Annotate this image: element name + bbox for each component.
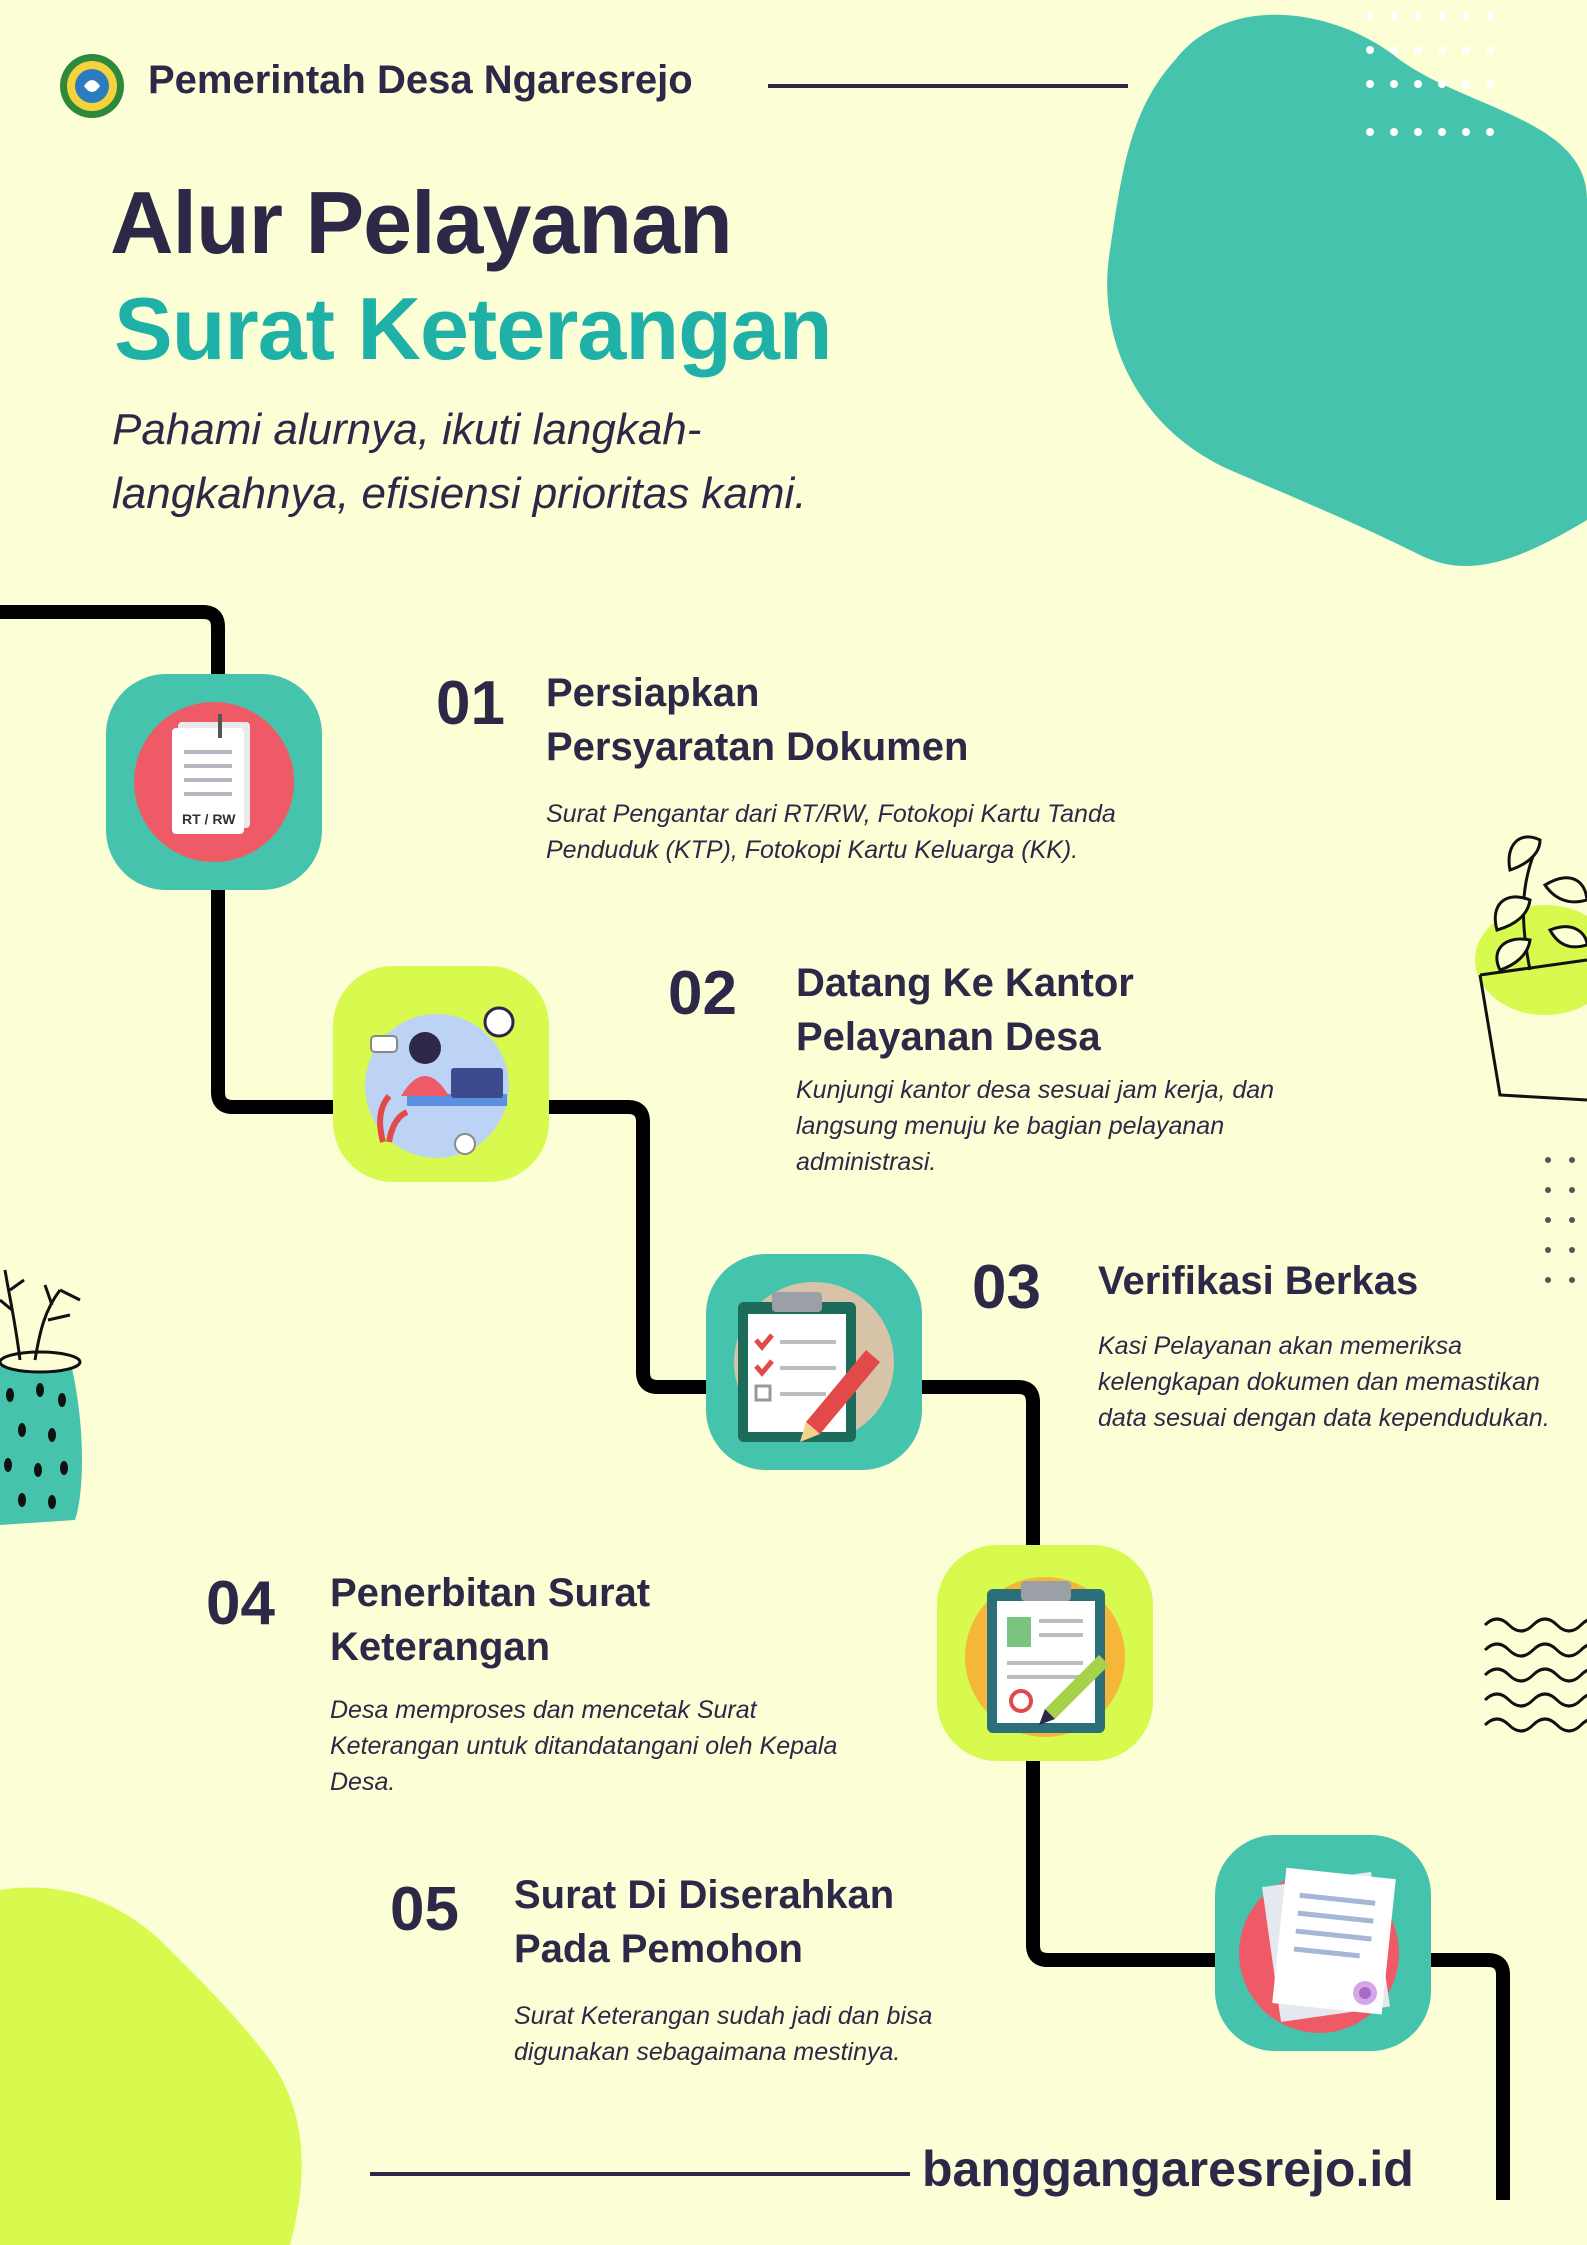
village-emblem-logo <box>58 52 126 120</box>
checklist-clipboard-icon <box>706 1254 922 1470</box>
step1-title-line2: Persyaratan Dokumen <box>546 725 969 769</box>
step5-icon-box <box>1215 1835 1431 2051</box>
page-subtitle: Pahami alurnya, ikuti langkah-langkahnya, efisiensi prioritas kami. <box>112 405 807 518</box>
dot-column-decoration <box>1545 1157 1575 1283</box>
step4-number: 04 <box>206 1569 275 1638</box>
step2-description: Kunjungi kantor desa sesuai jam kerja, dan langsung menuju ke bagian pelayanan administrasi. <box>796 1076 1275 1176</box>
step1-description: Surat Pengantar dari RT/RW, Fotokopi Kartu Tanda Penduduk (KTP), Fotokopi Kartu Keluarga (KK). <box>546 800 1116 864</box>
step2-title-line2: Pelayanan Desa <box>796 1015 1101 1059</box>
step2-number: 02 <box>668 959 737 1028</box>
step5-title-line1: Surat Di Diserahkan <box>514 1873 895 1917</box>
organization-name: Pemerintah Desa Ngaresrejo <box>148 58 693 102</box>
step1-title-line1: Persiapkan <box>546 671 760 715</box>
footer-website-link[interactable]: banggangaresrejo.id <box>922 2141 1414 2197</box>
step3-title <box>1098 1254 1418 1308</box>
document-icon <box>106 674 322 890</box>
potted-plant-decoration <box>1475 837 1587 1100</box>
step2-title-line1: Datang Ke Kantor <box>796 961 1134 1005</box>
step4-icon-box <box>937 1545 1153 1761</box>
step4-title-line2: Keterangan <box>330 1625 551 1669</box>
step5-title-line2: Pada Pemohon <box>514 1927 803 1971</box>
step5-description: Surat Keterangan sudah jadi dan bisa digunakan sebagaimana mestinya. <box>514 2002 933 2066</box>
certificate-icon <box>1215 1835 1431 2051</box>
step4-title <box>330 1566 650 1674</box>
step5-number: 05 <box>390 1875 459 1944</box>
clipboard-sign-icon <box>937 1545 1153 1761</box>
page-title-line2: Surat Keterangan <box>114 279 832 378</box>
step1-number: 01 <box>436 669 505 738</box>
rt-rw-label: RT / RW <box>182 811 236 827</box>
step4-title-line1: Penerbitan Surat <box>330 1571 651 1615</box>
step2-title <box>796 956 1134 1064</box>
step5-title <box>514 1868 894 1976</box>
office-worker-icon <box>333 966 549 1182</box>
step3-number: 03 <box>972 1253 1041 1322</box>
wave-lines-decoration <box>1485 1619 1587 1731</box>
vase-decoration <box>0 1270 82 1525</box>
step4-description: Desa memproses dan mencetak Surat Keterangan untuk ditandatangani oleh Kepala Desa. <box>330 1696 838 1796</box>
step1-icon-box <box>106 674 322 890</box>
step1-title <box>546 666 968 774</box>
lime-blob-decoration <box>0 1887 302 2245</box>
header-divider <box>768 84 1128 88</box>
page-title-line1: Alur Pelayanan <box>110 173 732 272</box>
footer-divider <box>370 2172 910 2176</box>
step3-icon-box <box>706 1254 922 1470</box>
teal-blob-decoration <box>1107 15 1587 566</box>
step3-title-line1: Verifikasi Berkas <box>1098 1259 1419 1303</box>
step3-description: Kasi Pelayanan akan memeriksa kelengkapan dokumen dan memastikan data sesuai dengan data kependudukan. <box>1098 1332 1550 1432</box>
step2-icon-box <box>333 966 549 1182</box>
